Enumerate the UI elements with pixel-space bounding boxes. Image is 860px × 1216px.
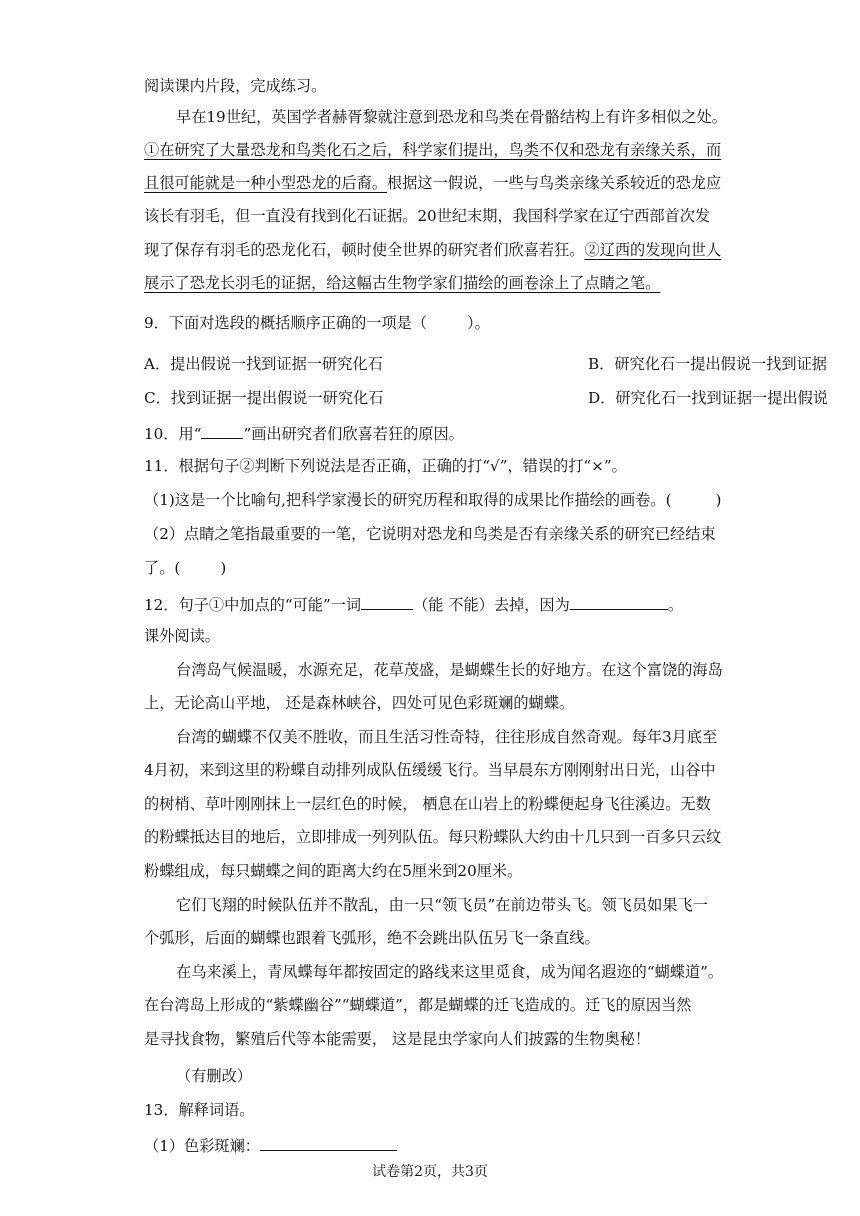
question-12-pre: 12．句子①中加点的“可能”一词	[144, 596, 362, 614]
option-c[interactable]: C．找到证据一提出假说一研究化石	[144, 389, 384, 407]
passage-text: 现了保存有羽毛的恐龙化石，顿时使全世界的研究者们欣喜若狂。	[144, 241, 585, 259]
question-9	[144, 313, 720, 333]
sub2-cont: 了。(	[144, 559, 181, 577]
sub1-text: （1)这是一个比喻句,把科学家漫长的研究历程和取得的成果比作描绘的画卷。(	[144, 491, 672, 509]
option-d[interactable]: D．研究化石一找到证据一提出假说	[588, 389, 828, 407]
passage1-line	[144, 173, 720, 193]
passage2-line: 在乌来溪上，青凤蝶每年都按固定的路线来这里觅食，成为闻名遐迩的“蝴蝶道”。	[176, 963, 724, 981]
question-9-stem-end: ）。	[467, 314, 490, 332]
passage1-line: 早在19世纪，英国学者赫胥黎就注意到恐龙和鸟类在骨骼结构上有许多相似之处。	[176, 108, 727, 126]
passage1-line	[144, 240, 720, 260]
passage2-line: 台湾岛气候温暖，水源充足，花草茂盛，是蝴蝶生长的好地方。在这个富饶的海岛	[176, 661, 723, 679]
section-heading-extra: 课外阅读。	[144, 627, 220, 645]
question-13-sub1	[144, 1134, 720, 1156]
section-heading-in-class: 阅读课内片段，完成练习。	[144, 77, 327, 95]
underlined-sentence-2: ②辽西的发现向世人	[584, 241, 722, 259]
passage2-line: 它们飞翔的时候队伍并不散乱，由一只“领飞员”在前边带头飞。领飞员如果飞一	[176, 896, 708, 914]
passage1-line	[144, 273, 720, 293]
passage-text: 根据这一假说，一些与鸟类亲缘关系较近的恐龙应	[387, 174, 722, 192]
question-12-mid: （能 不能）去掉，因为	[413, 596, 570, 614]
sub1-text: （1）色彩斑斓：	[144, 1137, 260, 1155]
question-11: 11．根据句子②判断下列说法是否正确，正确的打“√”，错误的打“×”。	[144, 457, 627, 475]
passage2-line: 粉蝶组成，每只蝴蝶之间的距离大约在5厘米到20厘米。	[144, 862, 523, 880]
q9-options-row1	[144, 354, 827, 374]
question-11-sub2-cont	[144, 558, 720, 578]
source-note: （有删改）	[176, 1067, 252, 1085]
answer-blank[interactable]	[570, 593, 668, 610]
question-10-post: ”画出研究者们欣喜若狂的原因。	[243, 425, 464, 443]
underlined-sentence-1: 且很可能就是一种小型恐龙的后裔。	[144, 174, 387, 192]
passage1-line	[144, 140, 720, 160]
passage2-line: 的树梢、草叶刚刚抹上一层红色的时候， 栖息在山岩上的粉蝶便起身飞往溪边。无数	[144, 795, 711, 813]
question-12	[144, 593, 720, 615]
passage1-line: 该长有羽毛，但一直没有找到化石证据。20世纪末期，我国科学家在辽宁西部首次发	[144, 207, 711, 225]
answer-blank[interactable]	[201, 422, 243, 439]
sub1-end: )	[715, 491, 722, 509]
passage2-line: 上，无论高山平地， 还是森林峡谷，四处可见色彩斑斓的蝴蝶。	[144, 694, 575, 712]
question-10	[144, 422, 720, 444]
option-a[interactable]: A．提出假说一找到证据一研究化石	[144, 355, 383, 373]
question-13: 13．解释词语。	[144, 1101, 255, 1119]
passage2-line: 在台湾岛上形成的“紫蝶幽谷”“蝴蝶道”，都是蝴蝶的迁飞造成的。迁飞的原因当然	[144, 996, 692, 1014]
sub2-end: )	[220, 559, 227, 577]
answer-blank[interactable]	[260, 1134, 397, 1151]
page-footer: 试卷第2页，共3页	[372, 1164, 488, 1180]
question-12-end: 。	[667, 596, 683, 614]
underlined-sentence-1: ①在研究了大量恐龙和鸟类化石之后，科学家们提出，鸟类不仅和恐龙有亲缘关系，而	[144, 141, 722, 159]
q9-options-row2	[144, 388, 828, 408]
passage2-line: 是寻找食物，繁殖后代等本能需要， 这是昆虫学家向人们披露的生物奥秘！	[144, 1030, 651, 1048]
underlined-sentence-2: 展示了恐龙长羽毛的证据，给这幅古生物学家们描绘的画卷涂上了点睛之笔。	[144, 274, 661, 292]
question-11-sub1	[144, 490, 720, 510]
passage2-line: 个弧形，后面的蝴蝶也跟着飞弧形，绝不会跳出队伍另飞一条直线。	[144, 929, 600, 947]
question-9-stem: 9．下面对选段的概括顺序正确的一项是（	[144, 314, 428, 332]
question-11-sub2: （2）点睛之笔指最重要的一笔，它说明对恐龙和鸟类是否有亲缘关系的研究已经结束	[144, 525, 716, 543]
passage2-line: 4月初，来到这里的粉蝶自动排列成队伍缓缓飞行。当早晨东方刚刚射出日光，山谷中	[144, 761, 716, 779]
question-10-pre: 10．用“	[144, 425, 202, 443]
passage2-line: 的粉蝶抵达目的地后，立即排成一列列队伍。每只粉蝶队大约由十几只到一百多只云纹	[144, 828, 722, 846]
answer-blank[interactable]	[361, 593, 413, 610]
option-b[interactable]: B．研究化石一提出假说一找到证据	[588, 355, 827, 373]
passage2-line: 台湾的蝴蝶不仅美不胜收，而且生活习性奇特，往往形成自然奇观。每年3月底至	[176, 728, 718, 746]
